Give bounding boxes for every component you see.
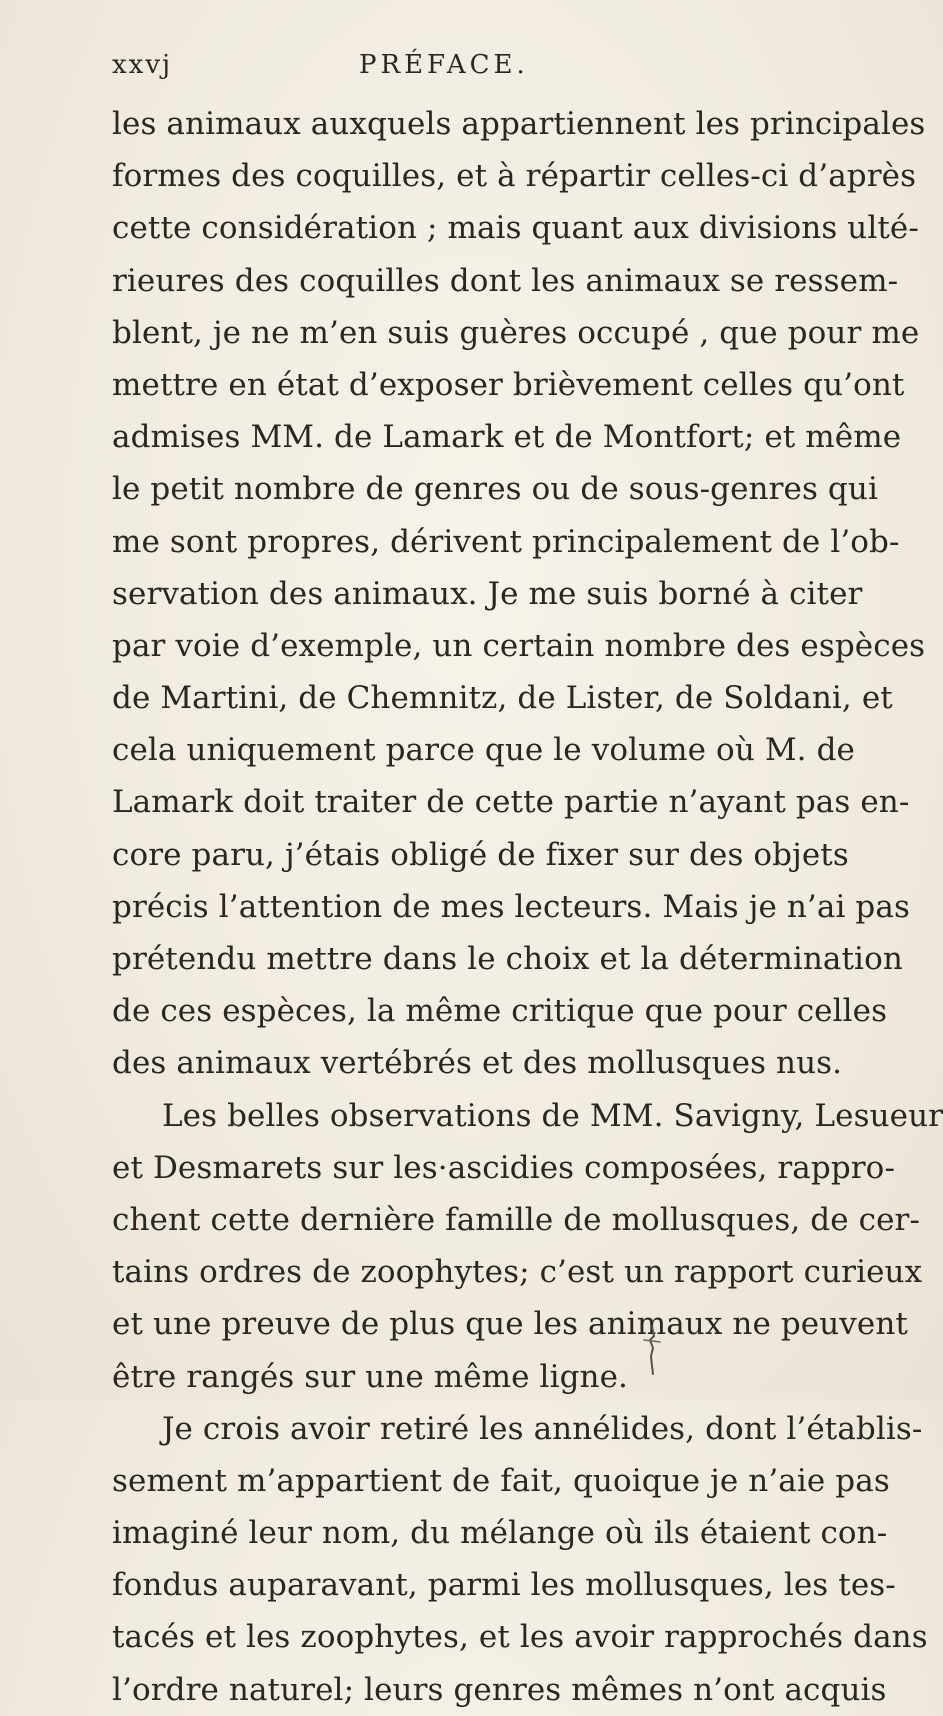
text-line: formes des coquilles, et à répartir celles-ci d’après bbox=[112, 158, 917, 195]
text-line: admises MM. de Lamark et de Montfort; et même bbox=[112, 419, 902, 456]
text-line: précis l’attention de mes lecteurs. Mais je n’ai pas bbox=[112, 888, 910, 925]
text-line: prétendu mettre dans le choix et la détermination bbox=[112, 941, 903, 977]
body-text bbox=[112, 98, 943, 1716]
text-line: tacés et les zoophytes, et les avoir rapprochés dans bbox=[112, 1619, 928, 1656]
text-line: des animaux vertébrés et des mollusques nus. bbox=[112, 1045, 843, 1082]
text-line: et Desmarets sur les·ascidies composées, rappro- bbox=[112, 1149, 896, 1186]
text-line: par voie d’exemple, un certain nombre des espèces bbox=[112, 627, 926, 664]
text-line: blent, je ne m’en suis guères occupé , que pour me bbox=[112, 314, 920, 351]
text-line: de Martini, de Chemnitz, de Lister, de Soldani, et bbox=[112, 680, 893, 717]
text-line: imaginé leur nom, du mélange où ils étaient con- bbox=[112, 1515, 888, 1552]
text-line: le petit nombre de genres ou de sous-genres qui bbox=[112, 471, 878, 508]
text-line: sement m’appartient de fait, quoique je n’aie pas bbox=[112, 1462, 890, 1499]
text-line: Lamark doit traiter de cette partie n’ayant pas en- bbox=[112, 784, 910, 821]
text-line: fondus auparavant, parmi les mollusques, les tes- bbox=[112, 1567, 896, 1604]
text-line: core paru, j’étais obligé de fixer sur des objets bbox=[112, 836, 849, 873]
text-line: cette considération ; mais quant aux divisions ulté- bbox=[112, 210, 919, 247]
text-line: me sont propres, dérivent principalement de l’ob- bbox=[112, 523, 900, 560]
text-line: l’ordre naturel; leurs genres mêmes n’ont acquis bbox=[112, 1671, 887, 1708]
running-title: PRÉFACE. bbox=[359, 50, 529, 80]
paragraph-first-line: Je crois avoir retiré les annélides, dont l’établis- bbox=[162, 1410, 923, 1447]
text-line: mettre en état d’exposer brièvement celles qu’ont bbox=[112, 366, 905, 403]
page-number: xxvj bbox=[112, 50, 173, 80]
text-line: tains ordres de zoophytes; c’est un rapport curieux bbox=[112, 1254, 923, 1291]
paragraph-first-line: Les belles observations de MM. Savigny, Lesueur bbox=[162, 1097, 943, 1134]
text-line: servation des animaux. Je me suis borné à citer bbox=[112, 575, 863, 612]
text-line: être rangés sur une même ligne. bbox=[112, 1358, 628, 1395]
text-line: cela uniquement parce que le volume où M. de bbox=[112, 732, 855, 769]
running-head bbox=[112, 50, 752, 90]
text-line: les animaux auxquels appartiennent les principales bbox=[112, 106, 926, 142]
ink-mark-icon bbox=[638, 1322, 666, 1378]
text-line: rieures des coquilles dont les animaux se ressem- bbox=[112, 262, 899, 299]
text-line: chent cette dernière famille de mollusques, de cer- bbox=[112, 1201, 921, 1238]
text-line: de ces espèces, la même critique que pour celles bbox=[112, 993, 888, 1030]
text-line: et une preuve de plus que les animaux ne peuvent bbox=[112, 1306, 908, 1343]
